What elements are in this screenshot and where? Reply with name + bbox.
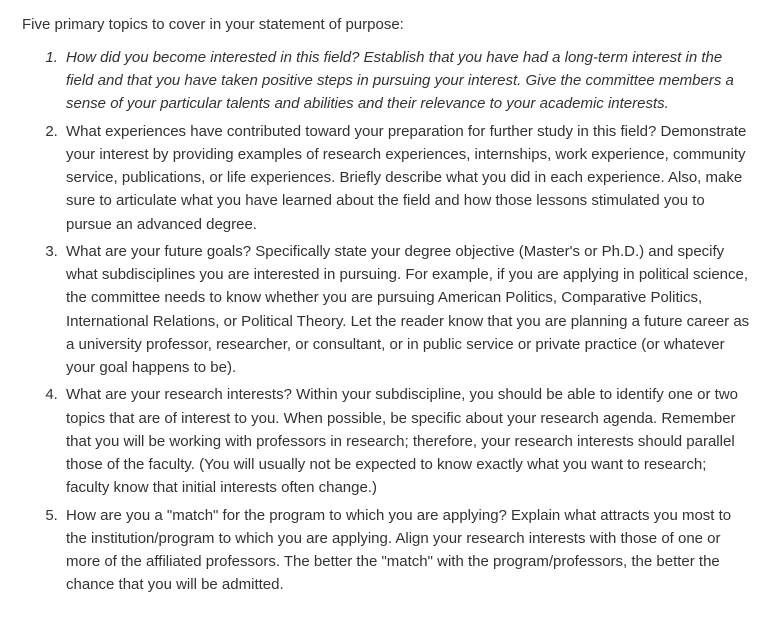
topics-list (22, 46, 751, 597)
list-item-text: 4. What are your research interests? Within your subdiscipline, you should be able to identify one or two topics that are of interest to you. When possible, be specific about your research agenda. Remember that you will be working with professors in research; therefore, your research interests should parallel those of the faculty. (You will usually not be expected to know exactly what you want to research; faculty know that initial interests often change.) (66, 386, 739, 497)
list-item (62, 120, 751, 236)
list-item-text: 2. What experiences have contributed toward your preparation for further study in this field? Demonstrate your interest by providing examples of research experiences, internships, work experience, community service, publications, or life experiences. Briefly describe what you did in each experience. Also, make sure to articulate what you have learned about the field and how those lessons stimulated you to pursue an advanced degree. (66, 122, 747, 233)
list-item (62, 504, 751, 597)
list-item (62, 46, 751, 116)
list-item (62, 240, 751, 380)
list-item (62, 383, 751, 499)
list-item-text: 5. How are you a "match" for the program to which you are applying? Explain what attracts you most to the institution/program to which you are applying. Align your research interests with those of one or more of the affiliated professors. The better the "match" with the program/professors, the better the chance that you will be admitted. (66, 506, 732, 594)
intro-paragraph: Five primary topics to cover in your statement of purpose: (22, 16, 404, 33)
list-item-text: 1. How did you become interested in this field? Establish that you have had a long-term interest in the field and that you have taken positive steps in pursuing your interest. Give the committee members a sense of your particular talents and abilities and their relevance to your academic interests. (66, 48, 734, 113)
list-item-text: 3. What are your future goals? Specifically state your degree objective (Master's or Ph.D.) and specify what subdisciplines you are interested in pursuing. For example, if you are applying in political science, the committee needs to know whether you are pursuing American Politics, Comparative Politics, International Relations, or Political Theory. Let the reader know that you are planning a future career as a university professor, researcher, or consultant, or in public service or private practice (or whatever your goal happens to be). (66, 242, 750, 376)
